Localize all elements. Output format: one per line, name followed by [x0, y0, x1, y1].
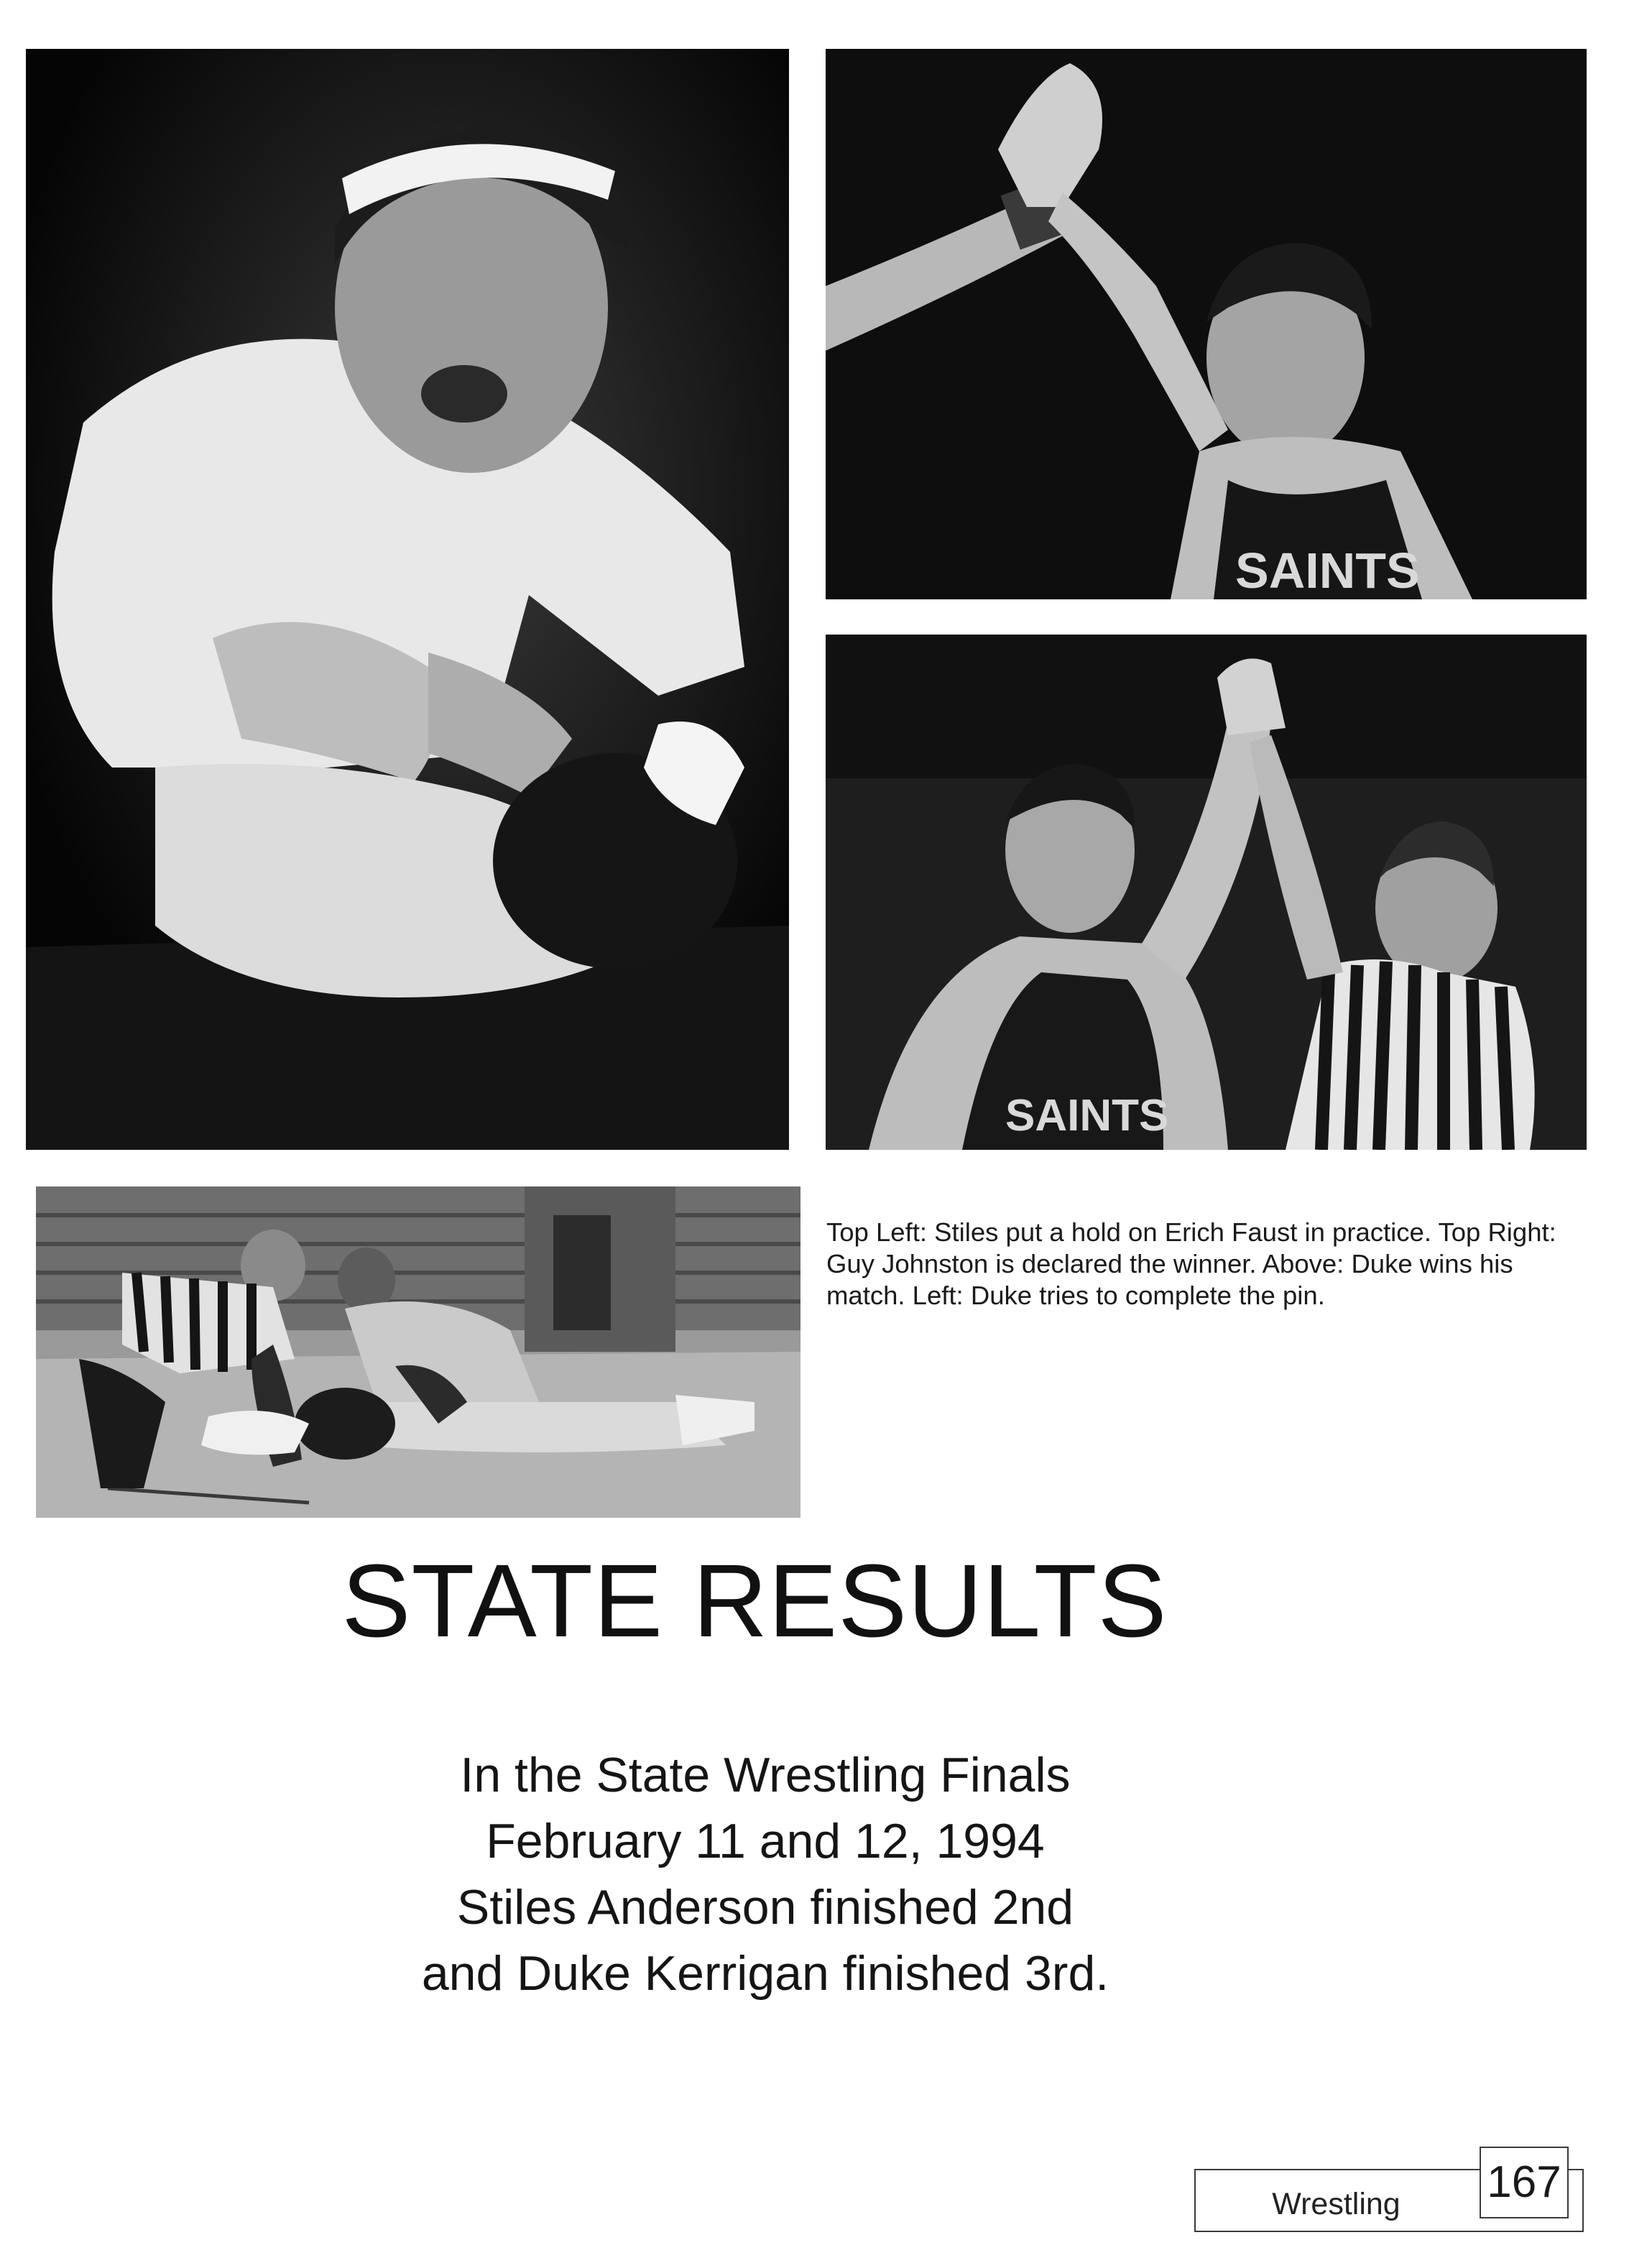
- body-line-3: Stiles Anderson finished 2nd: [456, 1880, 1074, 1935]
- body-line-4: and Duke Kerrigan finished 3rd.: [421, 1946, 1109, 2001]
- jersey-text-middle-right: SAINTS: [1005, 1091, 1169, 1140]
- body-line-2: February 11 and 12, 1994: [486, 1814, 1045, 1868]
- page-headline: STATE RESULTS: [341, 1543, 1168, 1659]
- body-line-1: In the State Wrestling Finals: [460, 1748, 1071, 1802]
- photo-top-right-image: [826, 49, 1587, 599]
- photo-middle-right: [826, 635, 1587, 1150]
- photo-bottom-left: [36, 1186, 800, 1518]
- photo-top-left-image: [26, 49, 789, 1150]
- photo-middle-right-image: [826, 635, 1587, 1150]
- results-body-text: [0, 1742, 1531, 2006]
- photo-top-right: [826, 49, 1587, 599]
- jersey-text-top-right: SAINTS: [1235, 543, 1420, 599]
- footer-section-label: Wrestling: [1272, 2187, 1400, 2221]
- referee-striped-shirt: [1286, 959, 1535, 1150]
- photo-top-left: [26, 49, 789, 1150]
- photo-caption: Top Left: Stiles put a hold on Erich Faust in practice. Top Right: Guy Johnston is declared the winner. Above: Duke wins his match. Left: Duke tries to complete the pin.: [826, 1217, 1556, 1310]
- page-number: 167: [1480, 2147, 1569, 2218]
- photo-bottom-left-image: [36, 1186, 800, 1518]
